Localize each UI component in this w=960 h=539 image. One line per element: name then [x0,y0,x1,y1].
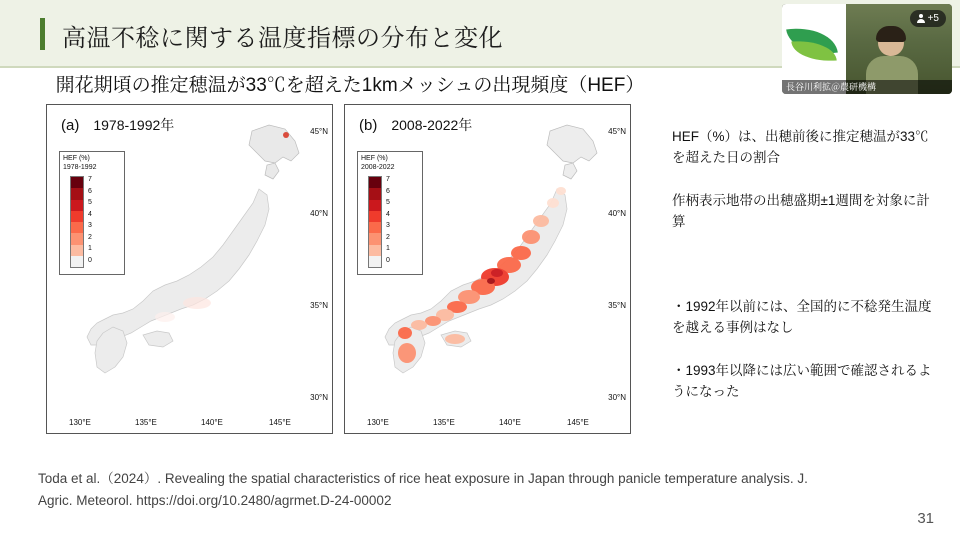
legend-a-ticks [88,174,92,270]
legend-tick: 6 [88,187,92,195]
legend-b-title [361,154,394,172]
lat-label: 35°N [310,301,328,310]
panel-a-id: (a) [61,117,80,134]
legend-tick: 3 [88,222,92,229]
webcam-overlay[interactable] [782,4,952,94]
lon-label: 145°E [269,418,291,427]
legend-b-title-line1: HEF (%) [361,155,388,162]
lat-label: 35°N [608,301,626,310]
legend-a-title-line2: 1978-1992 [63,164,97,171]
header-accent-bar [40,18,45,50]
lon-label: 140°E [201,418,223,427]
note-hef-definition: HEF（%）は、出穂前後に推定穂温が33℃を超えた日の割合 [672,129,929,165]
legend-tick: 5 [386,199,390,206]
panel-b-period: 2008-2022年 [391,117,473,133]
legend-b-colorbar [368,176,382,268]
lon-label: 130°E [367,418,389,427]
legend-a-title [63,154,96,172]
lat-label: 40°N [310,209,328,218]
person-icon [917,14,925,23]
figure-panel-a [46,104,333,434]
lon-label: 145°E [567,418,589,427]
legend-tick: 7 [386,176,390,183]
lat-label: 30°N [310,393,328,402]
lon-label: 135°E [433,418,455,427]
page-title: 高温不稔に関する温度指標の分布と変化 [62,25,503,52]
panel-a-period: 1978-1992年 [93,117,175,133]
legend-b-ticks [386,174,390,270]
lat-label: 45°N [608,127,626,136]
citation-text: Toda et al.（2024）. Revealing the spatial characteristics of rice heat exposure in Japan through panicle temperature analysis. J. Agric. Meteorol. https://doi.org/10.2480/agrmet.D-24-00002 [38,471,808,508]
legend-b-title-line2: 2008-2022 [361,164,395,171]
lon-label: 130°E [69,418,91,427]
figure-subtitle: 開花期頃の推定穂温が33℃を超えた1kmメッシュの出現頻度（HEF） [55,75,645,96]
participant-count-label: +5 [927,13,939,24]
legend-tick: 2 [88,233,92,241]
note-before-1992: ・1992年以前には、全国的に不稔発生温度を越える事例はなし [672,299,932,335]
legend-a [59,151,125,275]
legend-tick: 7 [88,176,92,183]
legend-tick: 3 [386,222,390,229]
leaf-icon [788,20,840,68]
legend-tick: 1 [386,245,390,252]
legend-tick: 2 [386,233,390,241]
legend-a-colorbar [70,176,84,268]
lon-label: 135°E [135,418,157,427]
lat-label: 40°N [608,209,626,218]
lon-label: 140°E [499,418,521,427]
lat-label: 45°N [310,127,328,136]
panel-b-id: (b) [359,117,378,134]
page-number: 31 [917,510,934,527]
legend-tick: 5 [88,199,92,206]
legend-tick: 0 [386,256,390,264]
lat-label: 30°N [608,393,626,402]
panel-a-label [61,115,174,135]
panel-b-label [359,115,472,135]
participant-count-badge [910,10,946,27]
legend-a-title-line1: HEF (%) [63,155,90,162]
figure-panel-b [344,104,631,434]
legend-tick: 0 [88,256,92,264]
legend-tick: 6 [386,187,390,195]
legend-tick: 1 [88,245,92,252]
note-calculation-method: 作柄表示地帯の出穂盛期±1週間を対象に計算 [672,193,930,229]
note-after-1993: ・1993年以降には広い範囲で確認されるようになった [672,363,932,399]
presenter-name-label: 長谷川利拡＠農研機構 [782,80,952,94]
legend-b [357,151,423,275]
legend-tick: 4 [386,210,390,218]
legend-tick: 4 [88,210,92,218]
presenter-hair [876,26,906,42]
